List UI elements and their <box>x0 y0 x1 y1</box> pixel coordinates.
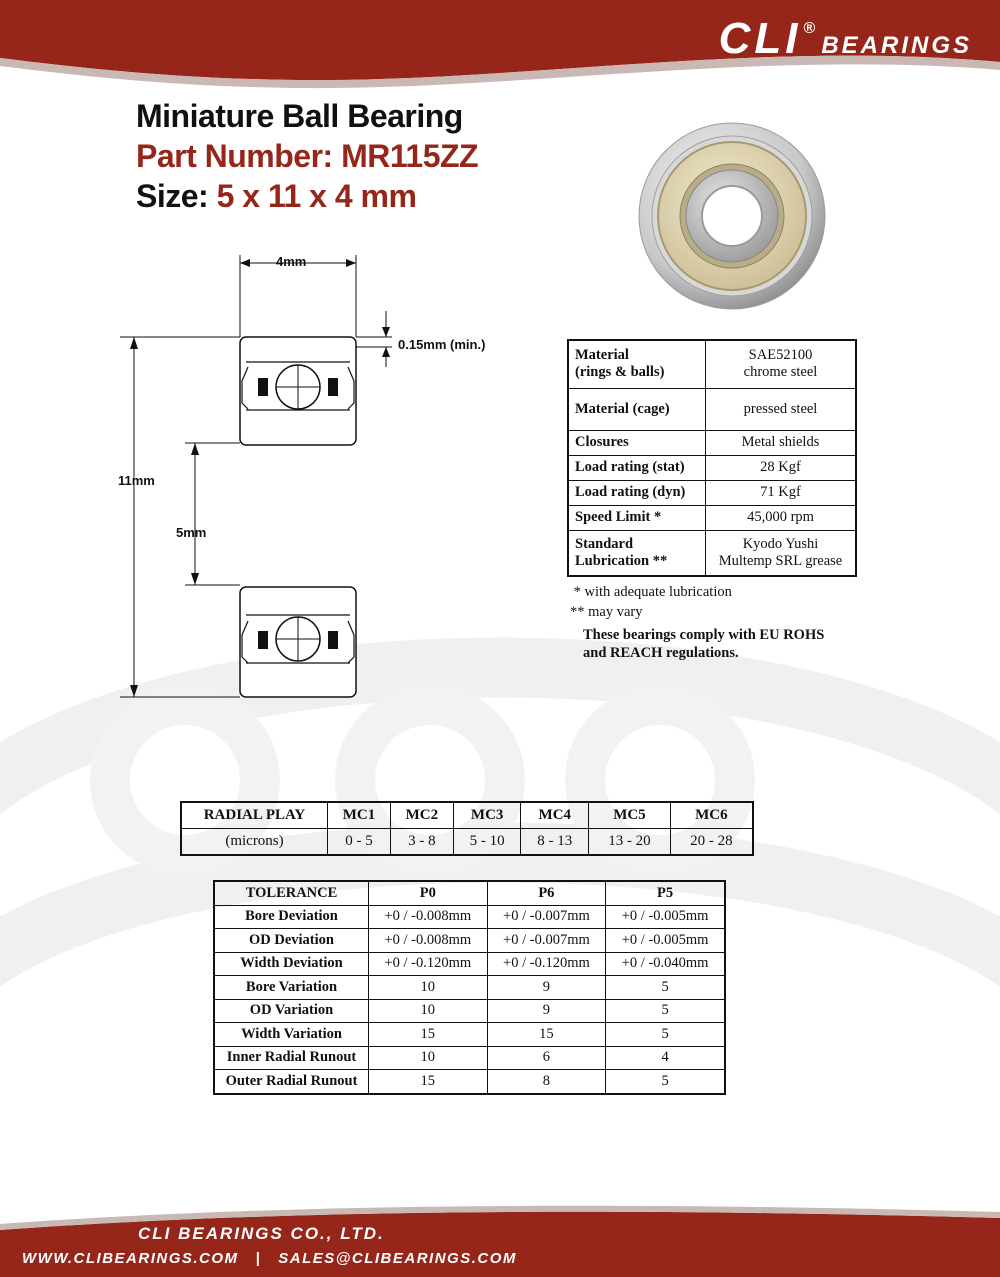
radial-header-cell: RADIAL PLAY <box>181 802 328 829</box>
tolerance-value: +0 / -0.120mm <box>369 952 488 976</box>
radial-header-cell: MC5 <box>589 802 671 829</box>
brand-logo <box>719 14 972 64</box>
tolerance-value: 8 <box>487 1070 606 1094</box>
width-dimension-label: 4mm <box>276 254 307 269</box>
part-number-line <box>136 136 478 176</box>
tolerance-header-cell: P5 <box>606 881 725 905</box>
footnote-lubrication: * with adequate lubrication <box>570 584 732 600</box>
clearance-dimension-label: 0.15mm (min.) <box>398 337 486 352</box>
radial-header-cell: MC4 <box>521 802 589 829</box>
tolerance-row <box>214 1046 725 1070</box>
tolerance-key: Width Variation <box>214 1023 369 1047</box>
tolerance-row <box>214 952 725 976</box>
title-block <box>136 96 478 216</box>
footer-contact[interactable]: WWW.CLIBEARINGS.COM | SALES@CLIBEARINGS.COM <box>22 1250 517 1267</box>
tolerance-table <box>213 880 726 1095</box>
tolerance-value: 5 <box>606 976 725 1000</box>
spec-key: Load rating (dyn) <box>568 480 706 505</box>
tolerance-value: 10 <box>369 1046 488 1070</box>
compliance-note <box>583 626 824 662</box>
spec-value: Metal shields <box>706 430 857 455</box>
logo-cli: CLI <box>718 14 802 63</box>
tolerance-value: 4 <box>606 1046 725 1070</box>
radial-value-cell: 3 - 8 <box>390 829 453 856</box>
spec-key: Speed Limit * <box>568 505 706 530</box>
part-number-value: MR115ZZ <box>341 138 479 174</box>
spec-value: 71 Kgf <box>706 480 857 505</box>
spec-key: Standard Lubrication ** <box>568 530 706 576</box>
radial-header-cell: MC3 <box>453 802 521 829</box>
radial-header-cell: MC1 <box>328 802 391 829</box>
spec-row <box>568 530 856 576</box>
tolerance-value: 9 <box>487 976 606 1000</box>
tolerance-row <box>214 999 725 1023</box>
tolerance-value: +0 / -0.008mm <box>369 905 488 929</box>
tolerance-row <box>214 976 725 1000</box>
spec-value: pressed steel <box>706 388 857 430</box>
radial-header-cell: MC6 <box>670 802 753 829</box>
tolerance-row <box>214 1070 725 1094</box>
spec-row <box>568 430 856 455</box>
size-label: Size: <box>136 178 217 214</box>
tolerance-row <box>214 905 725 929</box>
tolerance-row <box>214 1023 725 1047</box>
spec-key: Material (cage) <box>568 388 706 430</box>
spec-key: Material (rings & balls) <box>568 340 706 388</box>
radial-header-cell: MC2 <box>390 802 453 829</box>
tolerance-value: +0 / -0.005mm <box>606 905 725 929</box>
tolerance-key: Bore Deviation <box>214 905 369 929</box>
tolerance-value: +0 / -0.008mm <box>369 929 488 953</box>
radial-value-cell: (microns) <box>181 829 328 856</box>
tolerance-key: Inner Radial Runout <box>214 1046 369 1070</box>
spec-value: SAE52100 chrome steel <box>706 340 857 388</box>
spec-row <box>568 505 856 530</box>
tolerance-key: Bore Variation <box>214 976 369 1000</box>
tolerance-value: +0 / -0.120mm <box>487 952 606 976</box>
tolerance-value: 15 <box>487 1023 606 1047</box>
size-value: 5 x 11 x 4 mm <box>216 178 417 214</box>
tolerance-value: 5 <box>606 999 725 1023</box>
tolerance-header-cell: P6 <box>487 881 606 905</box>
tolerance-key: OD Deviation <box>214 929 369 953</box>
product-type: Miniature Ball Bearing <box>136 98 463 134</box>
logo-bearings: BEARINGS <box>821 32 972 59</box>
spec-table <box>567 339 857 577</box>
tolerance-header-row <box>214 881 725 905</box>
radial-value-cell: 5 - 10 <box>453 829 521 856</box>
tolerance-value: +0 / -0.007mm <box>487 905 606 929</box>
radial-header-row <box>181 802 753 829</box>
radial-value-cell: 8 - 13 <box>521 829 589 856</box>
footer-company-name: CLI BEARINGS CO., LTD. <box>138 1224 385 1243</box>
tolerance-value: 5 <box>606 1070 725 1094</box>
spec-value: 28 Kgf <box>706 455 857 480</box>
radial-value-cell: 0 - 5 <box>328 829 391 856</box>
spec-row <box>568 455 856 480</box>
compliance-line-2: and REACH regulations. <box>583 645 739 661</box>
footnotes <box>570 582 732 622</box>
tolerance-key: Outer Radial Runout <box>214 1070 369 1094</box>
spec-key: Closures <box>568 430 706 455</box>
od-dimension-label: 11mm <box>118 473 155 488</box>
radial-value-cell: 13 - 20 <box>589 829 671 856</box>
size-line <box>136 176 478 216</box>
part-number-label: Part Number: <box>136 138 342 174</box>
tolerance-value: 5 <box>606 1023 725 1047</box>
bearing-cross-section <box>110 245 510 715</box>
spec-key: Load rating (stat) <box>568 455 706 480</box>
tolerance-value: +0 / -0.005mm <box>606 929 725 953</box>
tolerance-value: 15 <box>369 1070 488 1094</box>
tolerance-value: 15 <box>369 1023 488 1047</box>
registered-icon: ® <box>803 20 816 37</box>
spec-row <box>568 340 856 388</box>
tolerance-row <box>214 929 725 953</box>
radial-value-row <box>181 829 753 856</box>
tolerance-value: +0 / -0.040mm <box>606 952 725 976</box>
bore-dimension-label: 5mm <box>176 525 207 540</box>
tolerance-header-cell: P0 <box>369 881 488 905</box>
tolerance-value: 10 <box>369 999 488 1023</box>
tolerance-value: +0 / -0.007mm <box>487 929 606 953</box>
spec-value: 45,000 rpm <box>706 505 857 530</box>
bearing-photo <box>636 120 828 312</box>
tolerance-value: 6 <box>487 1046 606 1070</box>
spec-value: Kyodo Yushi Multemp SRL grease <box>706 530 857 576</box>
tolerance-header-cell: TOLERANCE <box>214 881 369 905</box>
tolerance-key: OD Variation <box>214 999 369 1023</box>
compliance-line-1: These bearings comply with EU ROHS <box>583 627 825 643</box>
tolerance-key: Width Deviation <box>214 952 369 976</box>
radial-value-cell: 20 - 28 <box>670 829 753 856</box>
spec-row <box>568 480 856 505</box>
radial-play-table <box>180 801 754 856</box>
footnote-may-vary: ** may vary <box>570 604 643 620</box>
tolerance-value: 10 <box>369 976 488 1000</box>
tolerance-value: 9 <box>487 999 606 1023</box>
spec-row <box>568 388 856 430</box>
